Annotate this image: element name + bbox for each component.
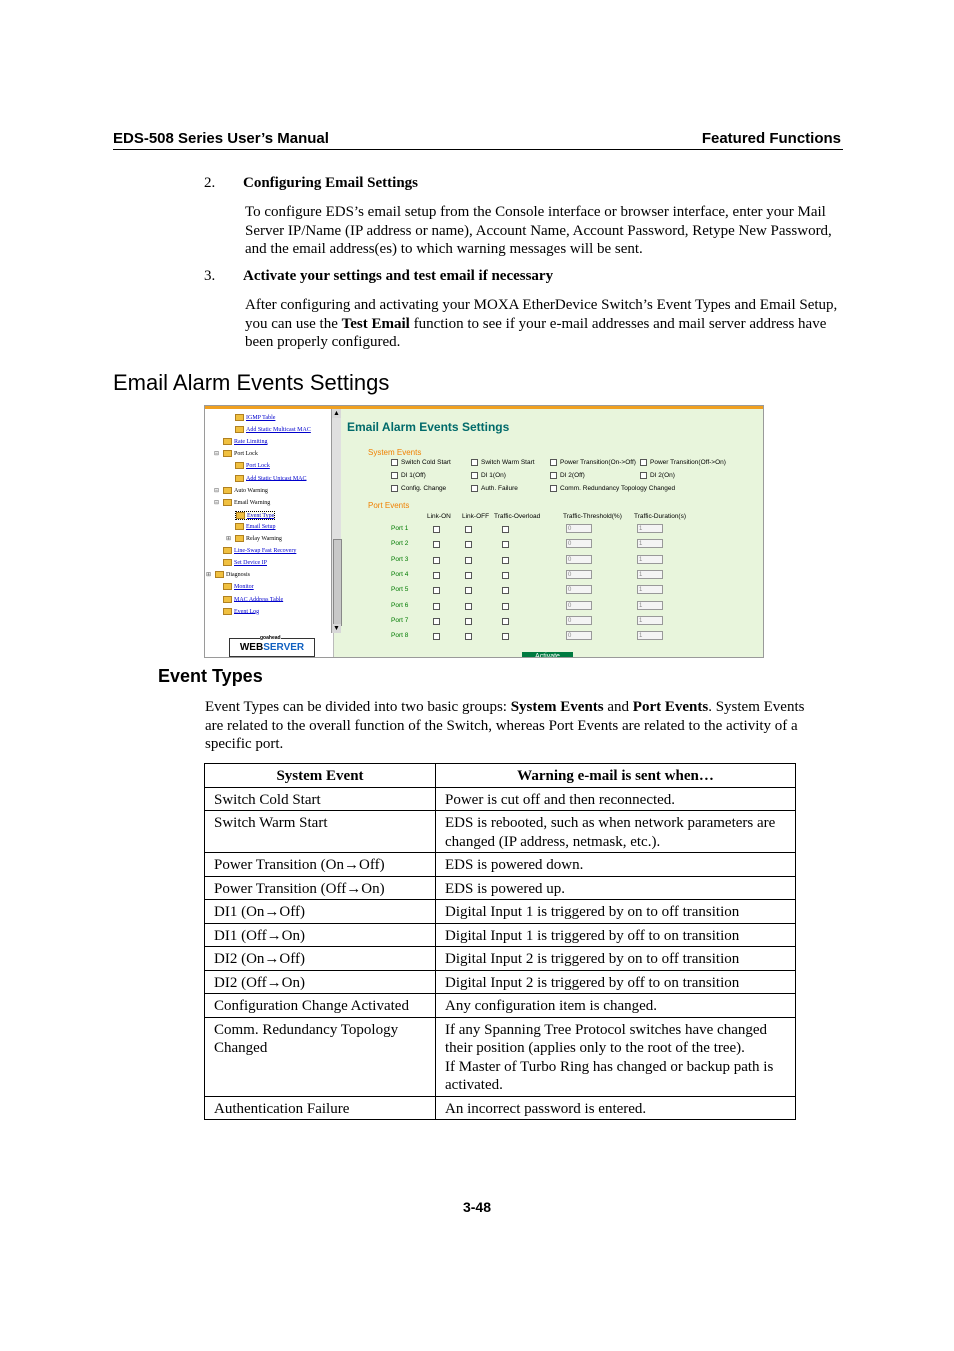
tree-item[interactable] <box>235 462 270 469</box>
event-description-cell <box>436 853 796 877</box>
system-event-checkbox[interactable] <box>471 485 518 492</box>
system-event-checkbox[interactable] <box>471 472 506 479</box>
port-event-checkbox[interactable] <box>502 587 509 594</box>
system-event-checkbox[interactable] <box>550 459 636 466</box>
folder-icon <box>223 499 232 506</box>
table-row <box>205 811 796 853</box>
expand-toggle-icon[interactable]: ⊞ <box>206 572 212 579</box>
table-row <box>205 994 796 1018</box>
tree-item-label: Email Setup <box>246 523 276 530</box>
intro-text: . System Events are related to the overall function of the Switch, whereas Port Events are related to the activity of a specific port. <box>205 699 805 752</box>
traffic-duration-input[interactable]: 1 <box>637 570 663 579</box>
table-row <box>205 923 796 947</box>
folder-icon <box>223 450 232 457</box>
event-description-cell <box>436 900 796 924</box>
folder-icon <box>223 596 232 603</box>
folder-icon <box>223 559 232 566</box>
port-event-checkbox[interactable] <box>465 557 472 564</box>
table-row <box>205 853 796 877</box>
tree-item-label: Event Log <box>234 608 260 615</box>
event-description-cell <box>436 787 796 811</box>
tree-item-label: Port Lock <box>234 451 258 458</box>
event-types-table <box>204 763 796 1120</box>
tree-item[interactable] <box>235 523 276 530</box>
cell-text: If Master of Turbo Ring has changed or backup path is activated. <box>445 1058 774 1093</box>
port-label: Port 5 <box>391 586 409 594</box>
logo-small-text: goahead <box>260 635 281 641</box>
event-description-cell <box>436 811 796 853</box>
tree-item-label: Event Type <box>247 512 275 519</box>
cell-text: Configuration Change Activated <box>214 998 409 1014</box>
system-event-checkbox[interactable] <box>471 459 535 466</box>
scroll-thumb[interactable] <box>333 539 342 626</box>
port-event-checkbox[interactable] <box>433 526 440 533</box>
tree-item <box>235 535 282 542</box>
checkbox-box[interactable] <box>550 485 557 492</box>
tree-item-label: Add Static Multicast MAC <box>246 426 311 433</box>
folder-icon <box>223 608 232 615</box>
port-event-checkbox[interactable] <box>465 587 472 594</box>
step-title: Configuring Email Settings <box>243 175 419 191</box>
folder-icon <box>215 571 224 578</box>
port-event-checkbox[interactable] <box>465 603 472 610</box>
port-label: Port 4 <box>391 570 409 578</box>
system-event-checkbox[interactable] <box>550 472 585 479</box>
tree-item[interactable] <box>223 583 254 590</box>
port-event-checkbox[interactable] <box>433 572 440 579</box>
traffic-threshold-input[interactable]: 0 <box>566 616 592 625</box>
tree-item[interactable] <box>223 608 259 615</box>
tree-item <box>223 450 258 457</box>
port-events-label: Port Events <box>368 501 410 510</box>
event-description-cell <box>436 994 796 1018</box>
step-number: 3. <box>204 268 216 284</box>
step-number: 2. <box>204 175 216 191</box>
system-event-checkbox[interactable] <box>640 472 675 479</box>
system-event-checkbox[interactable] <box>550 485 675 492</box>
expand-toggle-icon[interactable]: ⊟ <box>214 451 220 458</box>
port-event-checkbox[interactable] <box>465 618 472 625</box>
traffic-threshold-input[interactable]: 0 <box>566 601 592 610</box>
traffic-duration-input[interactable]: 1 <box>637 601 663 610</box>
cell-text: DI1 (Off→On) <box>214 927 305 944</box>
step-2-body: To configure EDS’s email setup from the Console interface or browser interface, enter your Mail Server IP/Name (IP address or name), Account Name, Account Password, Retype New Password, and the email address(es) to which warning messages will be sent. <box>245 204 832 257</box>
checkbox-box[interactable] <box>640 459 647 466</box>
port-event-checkbox[interactable] <box>502 603 509 610</box>
event-name-cell <box>205 947 436 971</box>
checkbox-label: Auth. Failure <box>481 485 518 493</box>
system-event-checkbox[interactable] <box>391 472 426 479</box>
cell-text: Switch Cold Start <box>214 791 321 808</box>
port-column-header: Traffic-Threshold(%) <box>563 513 622 520</box>
folder-icon <box>235 462 244 469</box>
activate-button[interactable]: Activate <box>522 652 573 658</box>
tree-item-label: IGMP Table <box>246 414 276 421</box>
cell-text: Any configuration item is changed. <box>445 998 658 1014</box>
nav-tree <box>205 409 334 657</box>
checkbox-box[interactable] <box>391 485 398 492</box>
checkbox-label: DI 2(Off) <box>560 472 585 480</box>
column-header: Warning e-mail is sent when… <box>436 764 796 788</box>
tree-item-label: Set Device IP <box>234 560 267 567</box>
port-event-checkbox[interactable] <box>433 541 440 548</box>
folder-icon <box>235 475 244 482</box>
checkbox-label: Comm. Redundancy Topology Changed <box>560 485 676 493</box>
checkbox-label: DI 1(Off) <box>401 472 426 480</box>
checkbox-label: Power Transition(On->Off) <box>560 459 636 467</box>
tree-item-label: Monitor <box>234 584 254 591</box>
cell-text: Digital Input 2 is triggered by off to on transition <box>445 974 740 991</box>
checkbox-label: Switch Warm Start <box>481 459 535 467</box>
system-event-checkbox[interactable] <box>391 459 451 466</box>
checkbox-label: Config. Change <box>401 485 447 493</box>
port-event-checkbox[interactable] <box>433 587 440 594</box>
system-events-label: System Events <box>368 448 422 457</box>
port-event-checkbox[interactable] <box>502 526 509 533</box>
body-text: After configuring and activating your MOXA EtherDevice Switch’s Event Types and Email Setup, you can use the <box>245 297 838 332</box>
checkbox-box[interactable] <box>550 472 557 479</box>
section-title: Email Alarm Events Settings <box>113 370 390 395</box>
page-header <box>113 129 843 150</box>
tree-item-label: Rate Limiting <box>234 439 268 446</box>
port-column-header: Traffic-Overload <box>494 513 541 520</box>
port-event-checkbox[interactable] <box>502 557 509 564</box>
event-name-cell <box>205 1096 436 1120</box>
manual-title: EDS-508 Series User’s Manual <box>113 130 329 147</box>
checkbox-box[interactable] <box>550 459 557 466</box>
checkbox-box[interactable] <box>391 472 398 479</box>
event-description-cell <box>436 923 796 947</box>
folder-icon <box>235 414 244 421</box>
port-event-checkbox[interactable] <box>502 618 509 625</box>
event-name-cell <box>205 900 436 924</box>
port-label: Port 8 <box>391 632 409 640</box>
table-row <box>205 900 796 924</box>
traffic-threshold-input[interactable]: 0 <box>566 555 592 564</box>
port-label: Port 2 <box>391 540 409 548</box>
subsection-title: Event Types <box>158 666 263 686</box>
traffic-duration-input[interactable]: 1 <box>637 524 663 533</box>
checkbox-label: DI 2(On) <box>650 472 675 480</box>
checkbox-label: Switch Cold Start <box>401 459 451 467</box>
expand-toggle-icon[interactable]: ⊟ <box>214 499 220 506</box>
expand-toggle-icon[interactable]: ⊞ <box>226 536 232 542</box>
port-event-checkbox[interactable] <box>433 603 440 610</box>
tree-item[interactable] <box>223 438 268 445</box>
event-name-cell <box>205 876 436 900</box>
event-description-cell <box>436 1017 796 1096</box>
port-label: Port 3 <box>391 555 409 563</box>
tree-scrollbar[interactable] <box>331 409 341 633</box>
traffic-threshold-input[interactable]: 0 <box>566 570 592 579</box>
event-name-cell <box>205 994 436 1018</box>
port-label: Port 1 <box>391 525 409 532</box>
traffic-threshold-input[interactable]: 0 <box>566 539 592 548</box>
event-name-cell <box>205 970 436 994</box>
checkbox-box[interactable] <box>391 459 398 466</box>
event-name-cell <box>205 1017 436 1096</box>
web-ui-screenshot <box>204 405 764 658</box>
cell-text: Comm. Redundancy Topology Changed <box>214 1021 399 1056</box>
cell-text: Digital Input 2 is triggered by on to off transition <box>445 951 740 967</box>
traffic-duration-input[interactable]: 1 <box>637 631 663 640</box>
event-description-cell <box>436 947 796 971</box>
checkbox-box[interactable] <box>640 472 647 479</box>
folder-icon <box>223 438 232 445</box>
event-description-cell <box>436 970 796 994</box>
port-event-checkbox[interactable] <box>502 541 509 548</box>
checkbox-label: Power Transition(Off->On) <box>650 459 726 467</box>
tree-item[interactable] <box>235 426 311 433</box>
panel-title: Email Alarm Events Settings <box>347 420 510 434</box>
event-name-cell <box>205 787 436 811</box>
folder-icon <box>223 547 232 554</box>
settings-panel <box>342 409 763 657</box>
scroll-up-icon[interactable]: ▲ <box>333 410 340 417</box>
table-header-row <box>205 764 796 788</box>
table-row <box>205 787 796 811</box>
checkbox-box[interactable] <box>471 485 478 492</box>
tree-item[interactable] <box>223 596 283 603</box>
body-bold: Test Email <box>341 315 410 332</box>
step-3-body <box>245 296 845 352</box>
cell-text: EDS is powered up. <box>445 880 565 897</box>
port-event-checkbox[interactable] <box>465 572 472 579</box>
cell-text: DI1 (On→Off) <box>214 904 305 920</box>
port-event-checkbox[interactable] <box>502 633 509 640</box>
cell-text: An incorrect password is entered. <box>445 1100 647 1117</box>
event-name-cell <box>205 923 436 947</box>
port-event-checkbox[interactable] <box>465 526 472 533</box>
table-row <box>205 970 796 994</box>
folder-icon <box>223 487 232 494</box>
traffic-threshold-input[interactable]: 0 <box>566 585 592 594</box>
tree-item[interactable] <box>235 414 275 421</box>
system-event-checkbox[interactable] <box>640 459 726 466</box>
cell-text: DI2 (On→Off) <box>214 951 305 967</box>
port-column-header: Traffic-Duration(s) <box>634 513 687 520</box>
cell-text: Power Transition (On→Off) <box>214 857 385 873</box>
chapter-title: Featured Functions <box>701 130 841 147</box>
cell-text: DI2 (Off→On) <box>214 974 305 991</box>
tree-item <box>223 487 268 494</box>
cell-text: Digital Input 1 is triggered by on to off transition <box>445 904 740 920</box>
table-row <box>205 1017 796 1096</box>
port-event-checkbox[interactable] <box>465 633 472 640</box>
traffic-duration-input[interactable]: 1 <box>637 539 663 548</box>
port-column-header: Link-OFF <box>462 513 490 520</box>
tree-item-label: Relay Warning <box>246 535 282 542</box>
port-event-checkbox[interactable] <box>465 541 472 548</box>
tree-item <box>215 571 250 578</box>
port-event-checkbox[interactable] <box>433 618 440 625</box>
tree-item[interactable] <box>223 559 267 566</box>
cell-text: EDS is rebooted, such as when network parameters are changed (IP address, netmask, etc.). <box>445 815 776 850</box>
table-row <box>205 947 796 971</box>
tree-item-label: Diagnosis <box>226 572 250 579</box>
tree-item-label: Port Lock <box>246 463 270 470</box>
event-description-cell <box>436 1096 796 1120</box>
cell-text: Power is cut off and then reconnected. <box>445 791 676 808</box>
table-row <box>205 1096 796 1120</box>
tree-item-label: MAC Address Table <box>234 596 284 603</box>
event-name-cell <box>205 853 436 877</box>
traffic-threshold-input[interactable]: 0 <box>566 524 592 533</box>
event-intro <box>205 698 815 754</box>
cell-text: If any Spanning Tree Protocol switches have changed their position (applies only to the root of the tree). <box>445 1021 768 1056</box>
folder-icon <box>235 535 244 542</box>
column-header: System Event <box>205 764 436 788</box>
logo-server: SERVER <box>263 642 305 653</box>
traffic-duration-input[interactable]: 1 <box>637 585 663 594</box>
port-event-checkbox[interactable] <box>433 557 440 564</box>
folder-icon <box>223 583 232 590</box>
traffic-threshold-input[interactable]: 0 <box>566 631 592 640</box>
port-event-checkbox[interactable] <box>502 572 509 579</box>
cell-text: Authentication Failure <box>214 1100 350 1117</box>
webserver-logo <box>229 635 315 657</box>
port-label: Port 7 <box>391 616 409 624</box>
intro-text: and <box>603 699 633 715</box>
tree-item[interactable] <box>235 475 307 482</box>
checkbox-label: DI 1(On) <box>481 472 506 480</box>
traffic-duration-input[interactable]: 1 <box>637 555 663 564</box>
cell-text: Digital Input 1 is triggered by off to on transition <box>445 927 740 944</box>
table-row <box>205 876 796 900</box>
cell-text: Power Transition (Off→On) <box>214 880 385 897</box>
event-name-cell <box>205 811 436 853</box>
folder-icon <box>236 512 245 519</box>
checkbox-box[interactable] <box>471 459 478 466</box>
tree-item-label: Add Static Unicast MAC <box>246 475 307 482</box>
tree-item[interactable] <box>223 547 296 554</box>
intro-text: Event Types can be divided into two basic groups: <box>205 699 511 715</box>
tree-item-label: Auto Warning <box>234 487 268 494</box>
intro-bold: System Events <box>510 699 604 715</box>
page-number: 3-48 <box>462 1199 492 1215</box>
port-event-checkbox[interactable] <box>433 633 440 640</box>
port-column-header: Link-ON <box>427 513 451 520</box>
port-label: Port 6 <box>391 601 409 609</box>
intro-bold: Port Events <box>632 699 709 715</box>
body-text: function to see if your e-mail addresses and mail server address have been properly configured. <box>245 315 827 350</box>
system-event-checkbox[interactable] <box>391 485 446 492</box>
cell-text: Switch Warm Start <box>214 815 328 831</box>
folder-icon <box>235 523 244 530</box>
expand-toggle-icon[interactable]: ⊟ <box>214 487 220 494</box>
logo-web: WEB <box>239 642 264 653</box>
step-title: Activate your settings and test email if necessary <box>243 268 554 284</box>
tree-item[interactable] <box>235 511 275 520</box>
tree-item-label: Line-Swap Fast Recovery <box>234 547 297 554</box>
scroll-down-icon[interactable]: ▼ <box>333 625 340 632</box>
checkbox-box[interactable] <box>471 472 478 479</box>
tree-item <box>223 499 270 506</box>
event-description-cell <box>436 876 796 900</box>
tree-item-label: Email Warning <box>234 499 271 506</box>
folder-icon <box>235 426 244 433</box>
traffic-duration-input[interactable]: 1 <box>637 616 663 625</box>
cell-text: EDS is powered down. <box>445 857 584 873</box>
